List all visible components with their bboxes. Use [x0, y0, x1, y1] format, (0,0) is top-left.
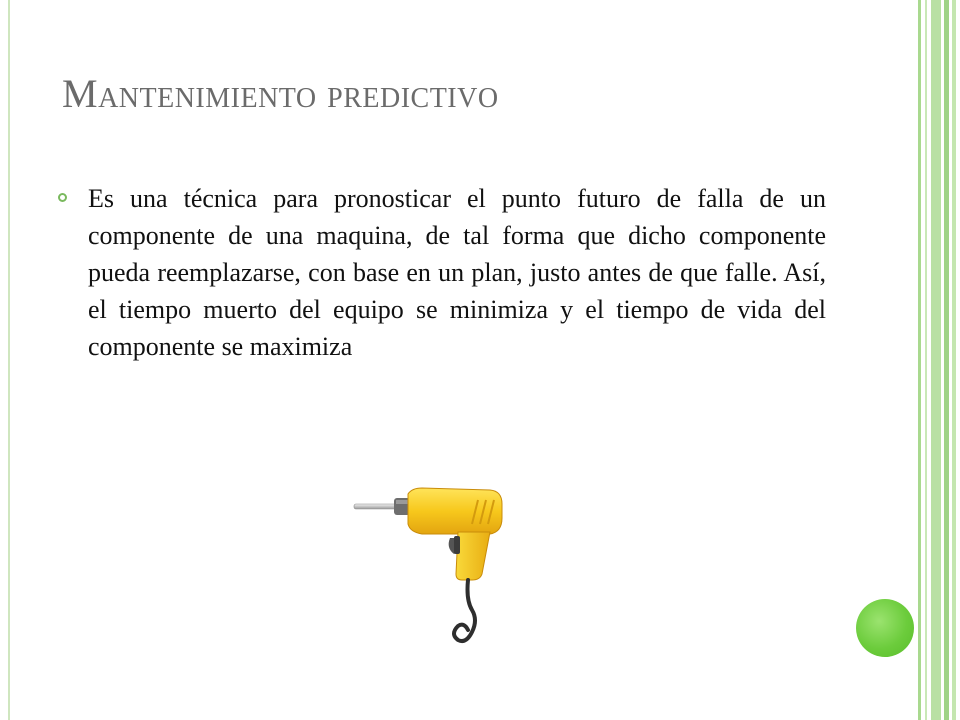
stripe: [952, 0, 956, 720]
electric-drill-icon: [350, 482, 510, 657]
left-border-line: [8, 0, 10, 720]
stripe: [944, 0, 949, 720]
right-decorative-stripes: [918, 0, 960, 720]
stripe: [925, 0, 927, 720]
list-item: [58, 180, 826, 365]
bullet-list: [58, 180, 826, 365]
bullet-circle-icon: [58, 193, 67, 202]
stripe: [931, 0, 941, 720]
slide-title: Mantenimiento predictivo: [62, 71, 499, 116]
stripe: [918, 0, 921, 720]
bullet-text: Es una técnica para pronosticar el punto futuro de falla de un componente de una maquina, de tal forma que dicho componente pueda reemplazarse, con base en un plan, justo antes de que falle. Así, el tiempo muerto del equipo se minimiza y el tiempo de vida del componente se maximiza: [88, 184, 826, 361]
green-circle-decoration: [856, 599, 914, 657]
